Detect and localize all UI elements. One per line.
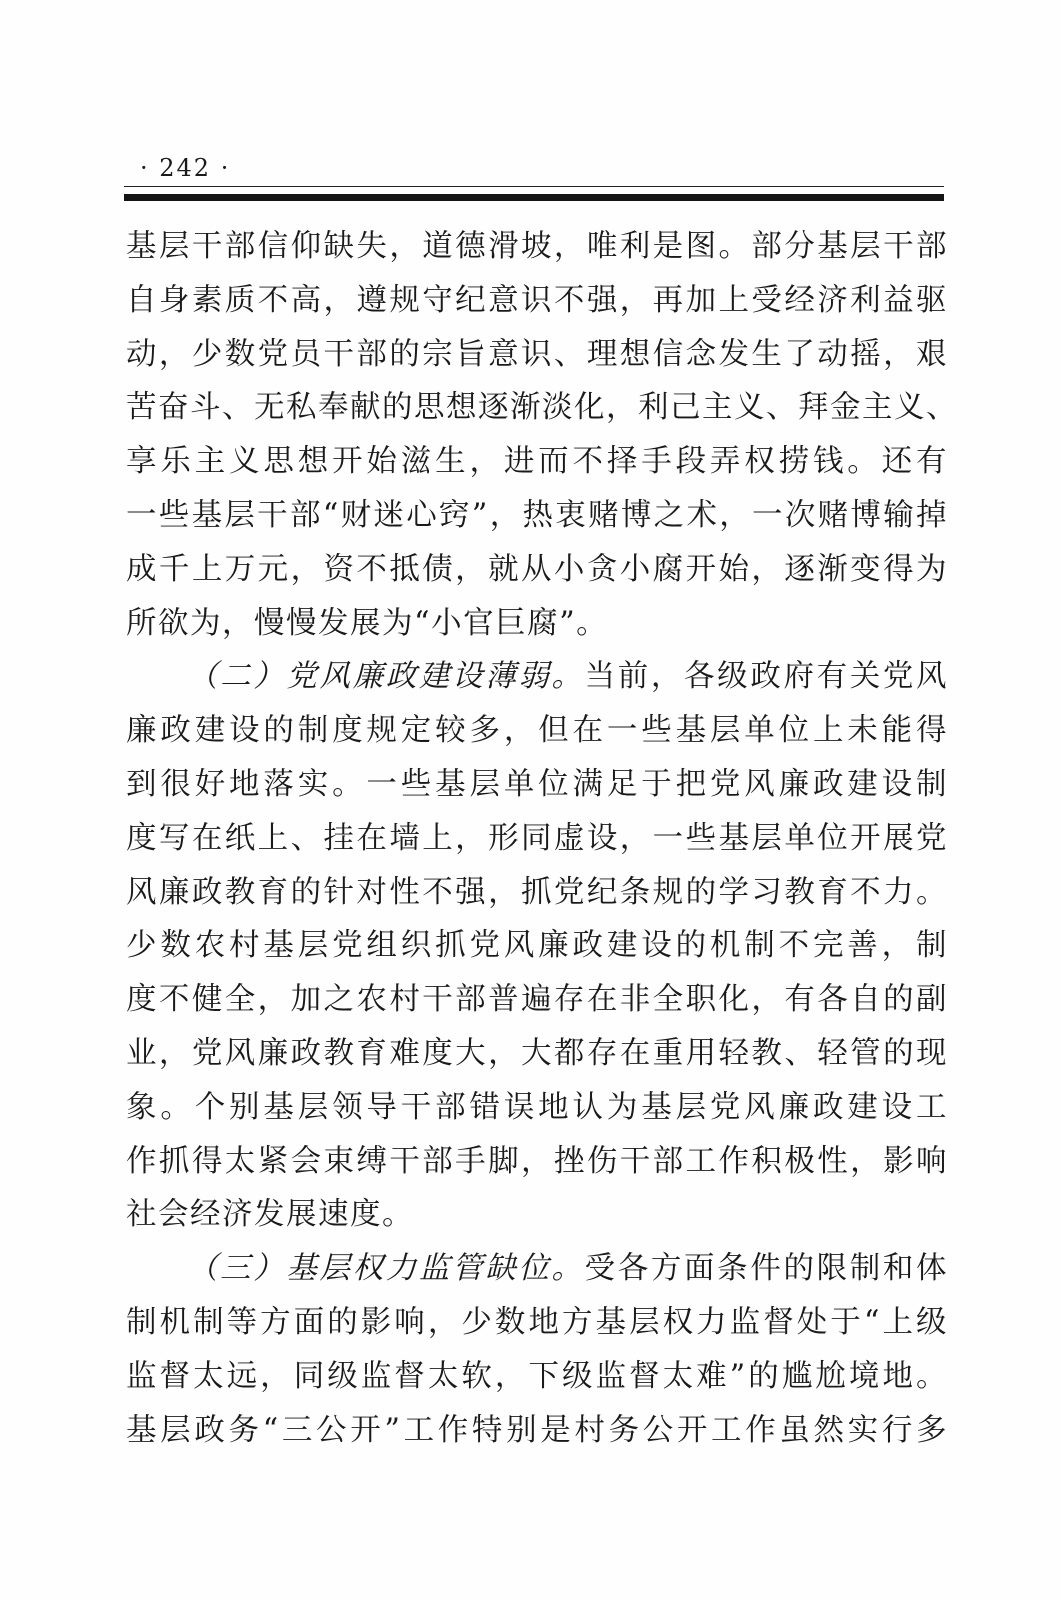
text-line: 度写在纸上、挂在墙上，形同虚设，一些基层单位开展党 — [126, 820, 948, 856]
text-line-first — [126, 1242, 948, 1296]
page-number: · 242 · — [140, 154, 231, 182]
paragraph-3 — [126, 1242, 948, 1457]
text-line-first — [126, 650, 948, 704]
text-line: 制机制等方面的影响，少数地方基层权力监督处于“上级 — [126, 1304, 948, 1340]
text-line: 基层干部信仰缺失，道德滑坡，唯利是图。部分基层干部 — [126, 229, 948, 264]
header-rule-thin — [124, 186, 944, 187]
text-run: 受各方面条件的限制和体 — [584, 1251, 949, 1287]
body-text — [126, 220, 958, 1457]
text-line: 度不健全，加之农村干部普遍存在非全职化，有各自的副 — [126, 982, 948, 1018]
header-rule-thick — [124, 194, 944, 201]
paragraph-1 — [126, 220, 958, 650]
text-line: 社会经济发展速度。 — [126, 1197, 414, 1233]
text-line: 象。个别基层领导干部错误地认为基层党风廉政建设工 — [126, 1089, 948, 1125]
text-line: 少数农村基层党组织抓党风廉政建设的机制不完善，制 — [126, 928, 948, 964]
text-line: 苦奋斗、无私奉献的思想逐渐淡化，利己主义、拜金主义、 — [126, 390, 958, 426]
text-line: 基层政务“三公开”工作特别是村务公开工作虽然实行多 — [126, 1412, 948, 1448]
text-line: 监督太远，同级监督太软，下级监督太难”的尴尬境地。 — [126, 1358, 948, 1394]
text-run: 当前，各级政府有关党风 — [584, 659, 949, 695]
text-line: 到很好地落实。一些基层单位满足于把党风廉政建设制 — [126, 766, 948, 802]
text-line: 所欲为，慢慢发展为“小官巨腐”。 — [126, 605, 609, 641]
section-heading: （二）党风廉政建设薄弱。 — [187, 659, 585, 695]
paragraph-2 — [126, 650, 948, 1242]
text-line: 风廉政教育的针对性不强，抓党纪条规的学习教育不力。 — [126, 874, 948, 910]
text-line: 廉政建设的制度规定较多，但在一些基层单位上未能得 — [126, 713, 948, 749]
text-line: 业，党风廉政教育难度大，大都存在重用轻教、轻管的现 — [126, 1035, 948, 1071]
text-line: 作抓得太紧会束缚干部手脚，挫伤干部工作积极性，影响 — [126, 1143, 948, 1179]
text-line: 动，少数党员干部的宗旨意识、理想信念发生了动摇，艰 — [126, 336, 948, 372]
section-heading: （三）基层权力监管缺位。 — [187, 1251, 585, 1287]
text-line: 享乐主义思想开始滋生，进而不择手段弄权捞钱。还有 — [126, 444, 948, 480]
text-line: 成千上万元，资不抵债，就从小贪小腐开始，逐渐变得为 — [126, 551, 948, 587]
text-line: 自身素质不高，遵规守纪意识不强，再加上受经济利益驱 — [126, 282, 948, 318]
text-line: 一些基层干部“财迷心窍”，热衷赌博之术，一次赌博输掉 — [126, 497, 948, 533]
